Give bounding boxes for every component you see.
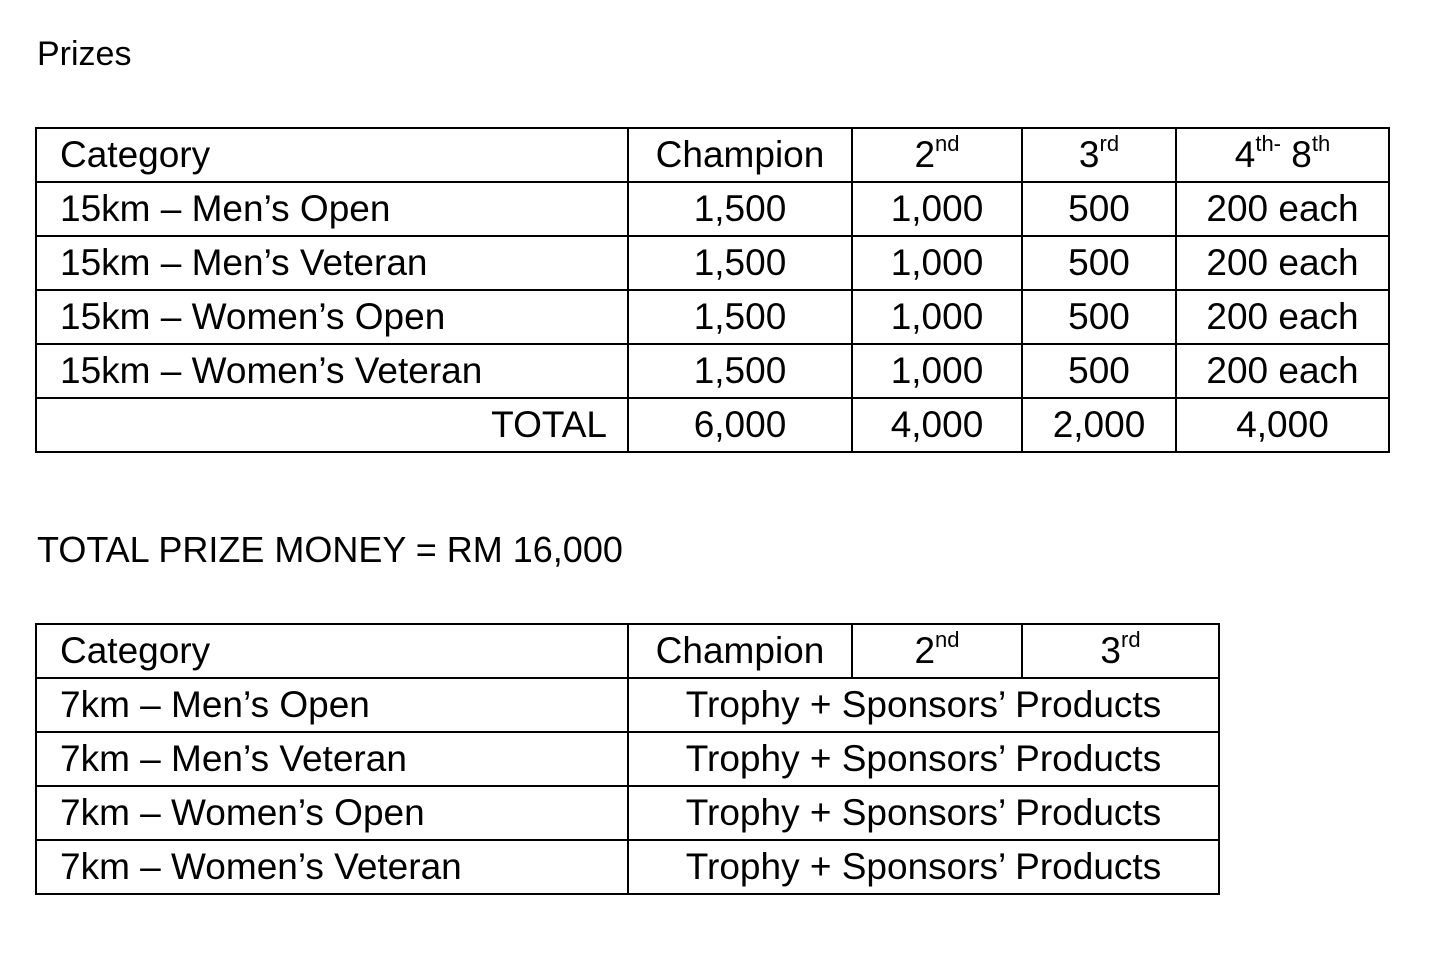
- row-second: 1,000: [852, 344, 1022, 398]
- row-prize: Trophy + Sponsors’ Products: [628, 678, 1219, 732]
- header-champion: Champion: [628, 624, 852, 678]
- row-category: 7km – Women’s Veteran: [36, 840, 628, 894]
- row-third: 500: [1022, 344, 1176, 398]
- total-row: [36, 398, 1389, 452]
- table-row: [36, 786, 1219, 840]
- header-fourth-eighth: $4^{th-}$ 8th: [1176, 128, 1389, 182]
- row-category: 15km – Women’s Open: [36, 290, 628, 344]
- row-champion: 1,500: [628, 344, 852, 398]
- table-row: [36, 290, 1389, 344]
- total-prize-money: TOTAL PRIZE MONEY = RM 16,000: [37, 529, 623, 570]
- row-champion: 1,500: [628, 290, 852, 344]
- header-second: 2nd: [852, 624, 1022, 678]
- row-third: 500: [1022, 290, 1176, 344]
- prize-table-15km: [35, 127, 1390, 453]
- table-row: [36, 236, 1389, 290]
- row-prize: Trophy + Sponsors’ Products: [628, 786, 1219, 840]
- row-category: 7km – Men’s Open: [36, 678, 628, 732]
- row-fourth: 200 each: [1176, 290, 1389, 344]
- table-row: [36, 344, 1389, 398]
- row-fourth: 200 each: [1176, 182, 1389, 236]
- header-second: 2nd: [852, 128, 1022, 182]
- total-label: TOTAL: [36, 398, 628, 452]
- row-category: 15km – Men’s Open: [36, 182, 628, 236]
- total-third: 2,000: [1022, 398, 1176, 452]
- row-fourth: 200 each: [1176, 236, 1389, 290]
- row-category: 7km – Men’s Veteran: [36, 732, 628, 786]
- row-second: 1,000: [852, 182, 1022, 236]
- table-row: [36, 182, 1389, 236]
- row-third: 500: [1022, 182, 1176, 236]
- row-prize: Trophy + Sponsors’ Products: [628, 840, 1219, 894]
- table-header-row: [36, 624, 1219, 678]
- page-heading: Prizes: [37, 35, 132, 73]
- table-row: [36, 840, 1219, 894]
- total-fourth: 4,000: [1176, 398, 1389, 452]
- table-row: [36, 678, 1219, 732]
- row-champion: 1,500: [628, 182, 852, 236]
- header-category: Category: [36, 624, 628, 678]
- header-third: 3rd: [1022, 128, 1176, 182]
- table-row: [36, 732, 1219, 786]
- row-category: 15km – Women’s Veteran: [36, 344, 628, 398]
- header-category: Category: [36, 128, 628, 182]
- row-second: 1,000: [852, 236, 1022, 290]
- header-champion: Champion: [628, 128, 852, 182]
- prize-table-7km: [35, 623, 1220, 895]
- table-header-row: [36, 128, 1389, 182]
- header-third: 3rd: [1022, 624, 1219, 678]
- row-category: 7km – Women’s Open: [36, 786, 628, 840]
- row-champion: 1,500: [628, 236, 852, 290]
- row-prize: Trophy + Sponsors’ Products: [628, 732, 1219, 786]
- total-champion: 6,000: [628, 398, 852, 452]
- row-second: 1,000: [852, 290, 1022, 344]
- row-fourth: 200 each: [1176, 344, 1389, 398]
- row-third: 500: [1022, 236, 1176, 290]
- row-category: 15km – Men’s Veteran: [36, 236, 628, 290]
- total-second: 4,000: [852, 398, 1022, 452]
